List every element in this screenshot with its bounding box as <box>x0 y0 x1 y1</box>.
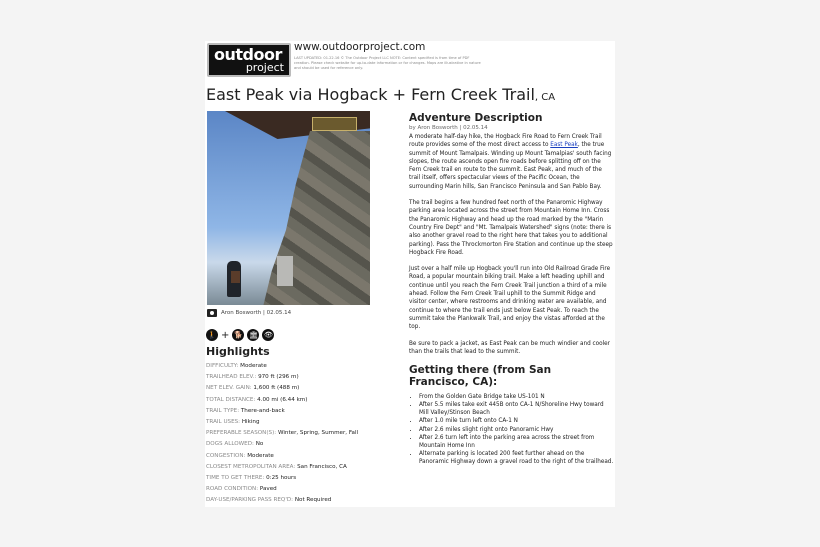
direction-step: • After 1.0 mile turn left onto CA-1 N <box>419 417 614 425</box>
directions-list <box>409 393 614 466</box>
pdf-page <box>205 41 615 507</box>
logo-line2: project <box>245 61 284 74</box>
title-state: , CA <box>534 92 556 103</box>
east-peak-link[interactable]: East Peak <box>550 142 578 149</box>
photo-credit: Aron Bosworth | 02.05.14 <box>221 310 292 316</box>
highlight-pass: DAY-USE/PARKING PASS REQ'D: Not Required <box>206 497 332 504</box>
trail-photo <box>207 111 370 305</box>
highlight-difficulty: DIFFICULTY: Moderate <box>206 363 267 369</box>
directions-title: Getting there (from San Francisco, CA): <box>409 364 552 389</box>
update-note: LAST UPDATED: 01.22.16 © The Outdoor Project LLC NOTE: Content specified is from time of PDF creation. Please check website for up-to-date information or for changes. Maps are illustrative in nature and should be used for reference only. <box>294 56 481 70</box>
plus-sign: + <box>221 329 230 341</box>
description-byline: by Aron Bosworth | 02.05.14 <box>409 125 488 131</box>
highlight-metro-area: CLOSEST METROPOLITAN AREA: San Francisco, CA <box>206 463 347 470</box>
dog-friendly-icon: 🐕 <box>234 331 243 339</box>
highlight-trailhead-elev: TRAILHEAD ELEV.: 970 ft (296 m) <box>206 374 299 381</box>
logo-line1: outdoor <box>214 45 282 64</box>
description-title: Adventure Description <box>409 112 543 124</box>
description-paragraph-4: Be sure to pack a jacket, as East Peak can be much windier and cooler than the trails that lead to the summit. <box>409 340 611 355</box>
views-icon: 👁 <box>263 331 273 339</box>
highlights-title: Highlights <box>206 345 270 358</box>
highlight-net-elev-gain: NET ELEV. GAIN: 1,600 ft (488 m) <box>206 385 300 392</box>
lookout-sign <box>312 117 357 131</box>
direction-step: • Alternate parking is located 200 feet further ahead on the Panoramic Highway down a gravel road to the right of the trailhead. <box>419 450 614 466</box>
title-main: East Peak via Hogback + Fern Creek Trail <box>206 85 535 104</box>
highlight-seasons: PREFERABLE SEASON(S): Winter, Spring, Summer, Fall <box>206 430 359 437</box>
site-url[interactable]: www.outdoorproject.com <box>294 41 426 53</box>
highlight-total-distance: TOTAL DISTANCE: 4.00 mi (6.44 km) <box>206 396 308 403</box>
description-paragraph-1: A moderate half-day hike, the Hogback Fire Road to Fern Creek Trail route provides some of the most direct access to East Peak, the true summit of Mount Tamalpais. Winding up Mount Tamalpias' south facing slopes, the route ascends open fire roads before splitting off on the Fern Creek trail en route to the summit. East Peak, and much of the trail itself, offers spectacular views of the Pacific Ocean, the surrounding Marin hills, San Francisco Peninsula and San Pablo Bay. <box>409 134 612 190</box>
description-column <box>409 112 614 466</box>
highlights-list <box>206 361 406 507</box>
page-title <box>206 85 555 104</box>
photo-caption <box>207 309 291 317</box>
direction-step: • After 5.5 miles take exit 445B onto CA-1 N/Shoreline Hwy toward Mill Valley/Stinson Beach <box>419 401 614 417</box>
description-paragraph-2: The trail begins a few hundred feet north of the Panaromic Highway parking area located across the street from Mountain Home Inn. Cross the Panaromic Highway and head up the road marked by the "Marin Country Fire Dept" and "Mt. Tamalpais Watershed" signs (note: there is also another gravel road to the right here that takes you to additional parking). Pass the Throckmorton Fire Station and continue up the steep Hogback Fire Road. <box>409 200 613 256</box>
highlight-trail-type: TRAIL TYPE: There-and-back <box>206 407 285 414</box>
plaque <box>277 256 293 286</box>
outdoor-project-logo <box>207 43 291 77</box>
highlight-time: TIME TO GET THERE: 0:25 hours <box>206 475 297 482</box>
direction-step: • After 2.6 miles slight right onto Panoramic Hwy <box>419 426 614 434</box>
highlight-road: ROAD CONDITION: Paved <box>206 486 277 493</box>
camera-icon <box>207 309 217 317</box>
direction-step: • From the Golden Gate Bridge take US-101 N <box>419 393 614 401</box>
activity-icons <box>206 329 274 341</box>
hiking-icon: 🚶 <box>207 331 217 339</box>
highlight-congestion: CONGESTION: Moderate <box>206 452 274 459</box>
highlight-dogs: DOGS ALLOWED: No <box>206 441 264 448</box>
highlight-trail-uses: TRAIL USES: Hiking <box>206 419 260 426</box>
backpack <box>231 271 240 283</box>
direction-step: • After 2.6 turn left into the parking area across the street from Mountain Home Inn <box>419 434 614 450</box>
historic-site-icon: 🏛 <box>248 331 258 339</box>
description-paragraph-3: Just over a half mile up Hogback you'll run into Old Railroad Grade Fire Road, a popular mountain biking trail. Make a left heading uphill and continue until you reach the Fern Creek Trail junction a third of a mile ahead. Follow the Fern Creek Trail uphill to the Summit Ridge and visitor center, where restrooms and drinking water are available, and continue to where the trail ends just below East Peak. To reach the summit take the Plankwalk Trail, and enjoy the vistas afforded at the top. <box>409 266 611 331</box>
